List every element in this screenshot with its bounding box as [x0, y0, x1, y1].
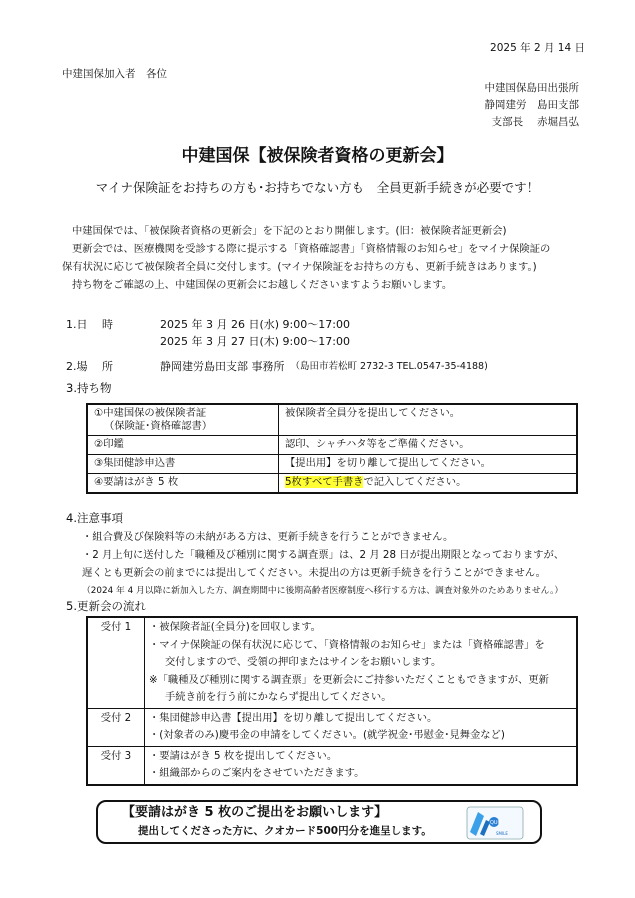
flow-content: ・被保険者証(全員分)を回収します。 ・マイナ保険証の保有状況に応じて、「資格情報のお知らせ」または「資格確認書」を 交付しますので、受領の押印またはサインをお願いします。 ※「職種及び種別に関する調査票」を更新会にご持参いただくこともできますが、更新 手続き前を行う前にかならず提出してください。 — [145, 617, 578, 708]
date-label: 1.日 時 — [66, 318, 113, 331]
date-value: 2025 年 3 月 26 日(水) 9:00～17:00 — [160, 318, 350, 331]
notes-heading: 4.注意事項 — [66, 511, 123, 525]
sender-line: 中建国保島田出張所 — [484, 82, 579, 94]
item-name: ③集団健診申込書 — [87, 454, 279, 473]
banner-heading: 【要請はがき 5 枚のご提出をお願いします】 — [122, 805, 388, 820]
intro-line: 中建国保では、「被保険者資格の更新会」を下記のとおり開催します。(旧：被保険者証更新会) — [72, 225, 507, 237]
table-row — [87, 473, 577, 493]
quo-card-icon — [466, 806, 524, 840]
item-note: 【提出用】を切り離して提出してください。 — [279, 454, 578, 473]
date-value: 2025 年 3 月 27 日(木) 9:00～17:00 — [160, 335, 350, 348]
svg-text:QUO: QUO — [490, 820, 502, 826]
place-label: 2.場 所 — [66, 360, 113, 373]
intro-line: 持ち物をご確認の上、中建国保の更新会にお越しくださいますようお願いします。 — [72, 279, 453, 291]
note-small: （2024 年 4 月以降に新加入した方、調査期間中に後期高齢者医療制度へ移行する方は、調査対象外のためありません。） — [82, 586, 564, 596]
schedule-section — [66, 316, 488, 375]
flow-step: 受付 3 — [87, 746, 145, 785]
table-row — [87, 435, 577, 454]
sender-line: 静岡建労 島田支部 — [484, 99, 579, 111]
item-note: 5枚すべて手書きで記入してください。 — [279, 473, 578, 493]
sender-line: 支部長 赤堀昌弘 — [491, 116, 579, 128]
issue-date: 2025 年 2 月 14 日 — [490, 42, 585, 54]
flow-table — [86, 616, 578, 786]
flow-step: 受付 1 — [87, 617, 145, 708]
item-name: ①中建国保の被保険者証 （保険証･資格確認書） — [87, 404, 279, 435]
table-row — [87, 617, 577, 708]
note-line: 遅くとも更新会の前までには提出してください。未提出の方は更新手続きを行うことができません。 — [82, 567, 546, 579]
item-note: 認印、シャチハタ等をご準備ください。 — [279, 435, 578, 454]
flow-content: ・要請はがき 5 枚を提出してください。 ・組織部からのご案内をさせていただきます。 — [145, 746, 578, 785]
place-detail: （島田市若松町 2732-3 TEL.0547-35-4188) — [290, 361, 488, 372]
flow-heading: 5.更新会の流れ — [66, 599, 146, 613]
table-row — [87, 404, 577, 435]
note-line: ・2 月上旬に送付した「職種及び種別に関する調査票」は、2 月 28 日が提出期限となっておりますが、 — [82, 549, 565, 561]
document-subtitle: マイナ保険証をお持ちの方も･お持ちでない方も 全員更新手続きが必要です！ — [95, 180, 540, 195]
table-row — [87, 708, 577, 746]
banner-text: 提出してくださった方に、クオカード500円分を進呈します。 — [138, 825, 432, 837]
flow-content: ・集団健診申込書【提出用】を切り離して提出してください。 ・(対象者のみ)慶弔金の申請をしてください。(就学祝金･弔慰金･見舞金など) — [145, 708, 578, 746]
recipient-line: 中建国保加入者 各位 — [62, 68, 167, 80]
notes-list — [82, 528, 564, 600]
svg-text:SMILE: SMILE — [496, 831, 508, 836]
table-row — [87, 454, 577, 473]
note-line: ・組合費及び保険料等の未納がある方は、更新手続きを行うことができません。 — [82, 531, 454, 543]
item-name: ②印鑑 — [87, 435, 279, 454]
table-row — [87, 746, 577, 785]
sender-block — [485, 80, 580, 131]
item-name: ④要請はがき 5 枚 — [87, 473, 279, 493]
place-value: 静岡建労島田支部 事務所 — [160, 360, 285, 373]
item-note: 被保険者全員分を提出してください。 — [279, 404, 578, 435]
items-heading: 3.持ち物 — [66, 381, 112, 395]
flow-step: 受付 2 — [87, 708, 145, 746]
intro-paragraph — [62, 222, 550, 294]
intro-line: 保有状況に応じて被保険者全員に交付します。(マイナ保険証をお持ちの方も、更新手続きはあります。) — [62, 261, 537, 273]
quo-card-banner — [96, 800, 542, 844]
document-title: 中建国保【被保険者資格の更新会】 — [181, 146, 454, 166]
highlighted-text: 5枚すべて手書き — [285, 476, 364, 489]
items-table — [86, 403, 578, 494]
intro-line: 更新会では、医療機関を受診する際に提示する「資格確認書」「資格情報のお知らせ」をマイナ保険証の — [72, 243, 551, 255]
